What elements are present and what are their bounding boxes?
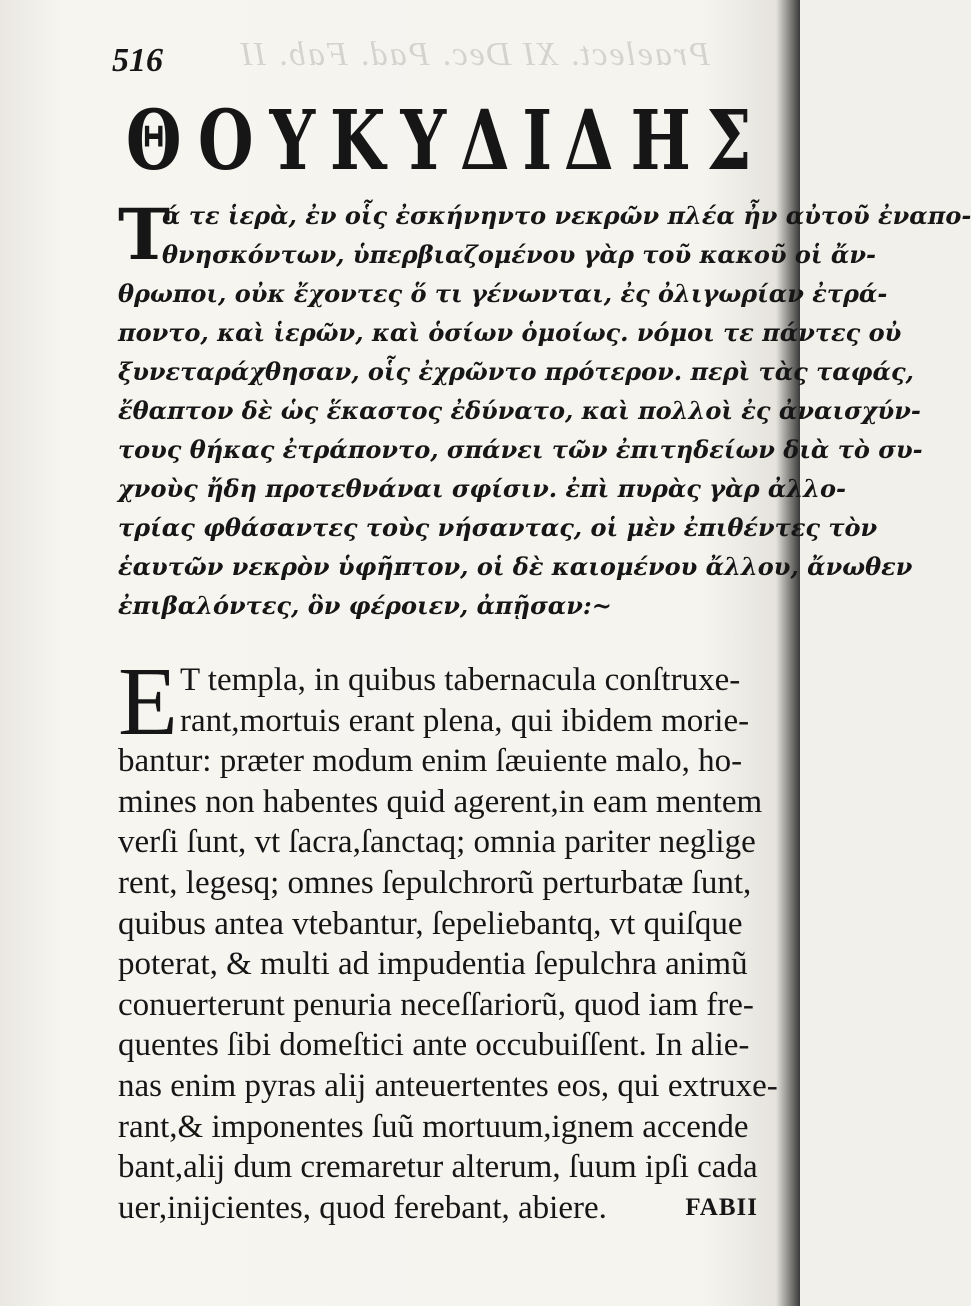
latin-line: bant,alij dum cremaretur alterum, ſuum ipſi cada [118,1149,758,1186]
title-letter: Σ [706,93,752,189]
latin-line: quibus antea vtebantur, ſepeliebantq, vt quiſque [118,905,743,942]
greek-line: τρίας φθάσαντες τοὺς νήσαντας, οἱ μὲν ἐπιθέντες τὸν [118,513,878,542]
title-letter: Κ [329,93,386,189]
latin-line: conuerterunt penuria neceſſariorũ, quod iam fre- [118,986,754,1023]
latin-line: poterat, & multi ad impudentia ſepulchra animũ [118,946,748,983]
latin-line: rant,& imponentes ſuũ mortuum,ignem accende [118,1108,749,1145]
greek-line: θρωποι, οὐκ ἔχοντες ὅ τι γένωνται, ἐς ὀλιγωρίαν ἐτρά- [118,279,888,308]
latin-line: mines non habentes quid agerent,in eam mentem [118,783,763,820]
title-letter: Δ [460,93,511,189]
title-letter: Υ [400,93,447,189]
title-letter: Θ [125,93,182,189]
greek-line-text: ά τε ἱερὰ, ἐν οἷς ἐσκήνηντο νεκρῶν πλέα ἦν αὐτοῦ ἐναπο- [162,201,971,230]
greek-line: ξυνεταράχθησαν, οἷς ἐχρῶντο πρότερον. περὶ τὰς ταφάς, [118,357,914,386]
greek-line: ἐπιβαλόντες, ὃν φέροιεν, ἀπῇσαν:~ [118,591,612,620]
greek-line: ἑαυτῶν νεκρὸν ὑφῆπτον, οἱ δὲ καιομένου ἄλλου, ἄνωθεν [118,552,913,581]
page-number: 516 [112,42,163,79]
latin-last-line [118,1188,758,1229]
title-letter: Η [630,93,691,189]
latin-text-block [118,648,778,1228]
greek-line: θνησκόντων, ὑπερβιαζομένου γὰρ τοῦ κακοῦ οἱ ἄν- [162,240,876,269]
latin-line: rant,mortuis erant plena, qui ibidem morie- [180,702,750,739]
latin-line: verſi ſunt, vt ſacra,ſanctaq; omnia pariter neglige [118,824,756,861]
latin-line-text: uer,inijcientes, quod ferebant, abiere. [118,1189,607,1226]
greek-text-block [118,193,971,625]
greek-line: τους θήκας ἐτράποντο, σπάνει τῶν ἐπιτηδείων διὰ τὸ συ- [118,435,923,464]
greek-line: ἔθαπτον δὲ ὡς ἕκαστος ἐδύνατο, καὶ πολλοὶ ἐς ἀναισχύν- [118,396,921,425]
greek-line: ποντο, καὶ ἱερῶν, καὶ ὁσίων ὁμοίως. νόμοι τε πάντες οὐ [118,318,902,347]
drop-cap: E [118,648,178,756]
bleed-through-text: Praelect. XI Dec. Pad. Fab. II [239,36,710,73]
running-title [118,92,758,189]
title-letter: Ι [522,93,553,189]
title-letter: Ο [198,93,254,189]
title-letter: Δ [564,93,614,189]
latin-line: nas enim pyras alij anteuertentes eos, qui extruxe- [118,1067,778,1104]
title-letter: Υ [269,93,315,189]
latin-line-text: T templa, in quibus tabernacula conſtruxe- [180,662,741,698]
latin-line: rent, legesq; omnes ſepulchrorũ perturbatæ ſunt, [118,864,752,901]
greek-line: χνοὺς ἤδη προτεθνάναι σφίσιν. ἐπὶ πυρὰς γὰρ ἀλλο- [118,474,846,503]
catchword: FABII [685,1193,758,1221]
latin-line: bantur: præter modum enim ſæuiente malo, ho- [118,743,743,780]
greek-initial: Τ [118,193,171,276]
latin-line: quentes ſibi domeſtici ante occubuiſſent. In alie- [118,1027,750,1064]
